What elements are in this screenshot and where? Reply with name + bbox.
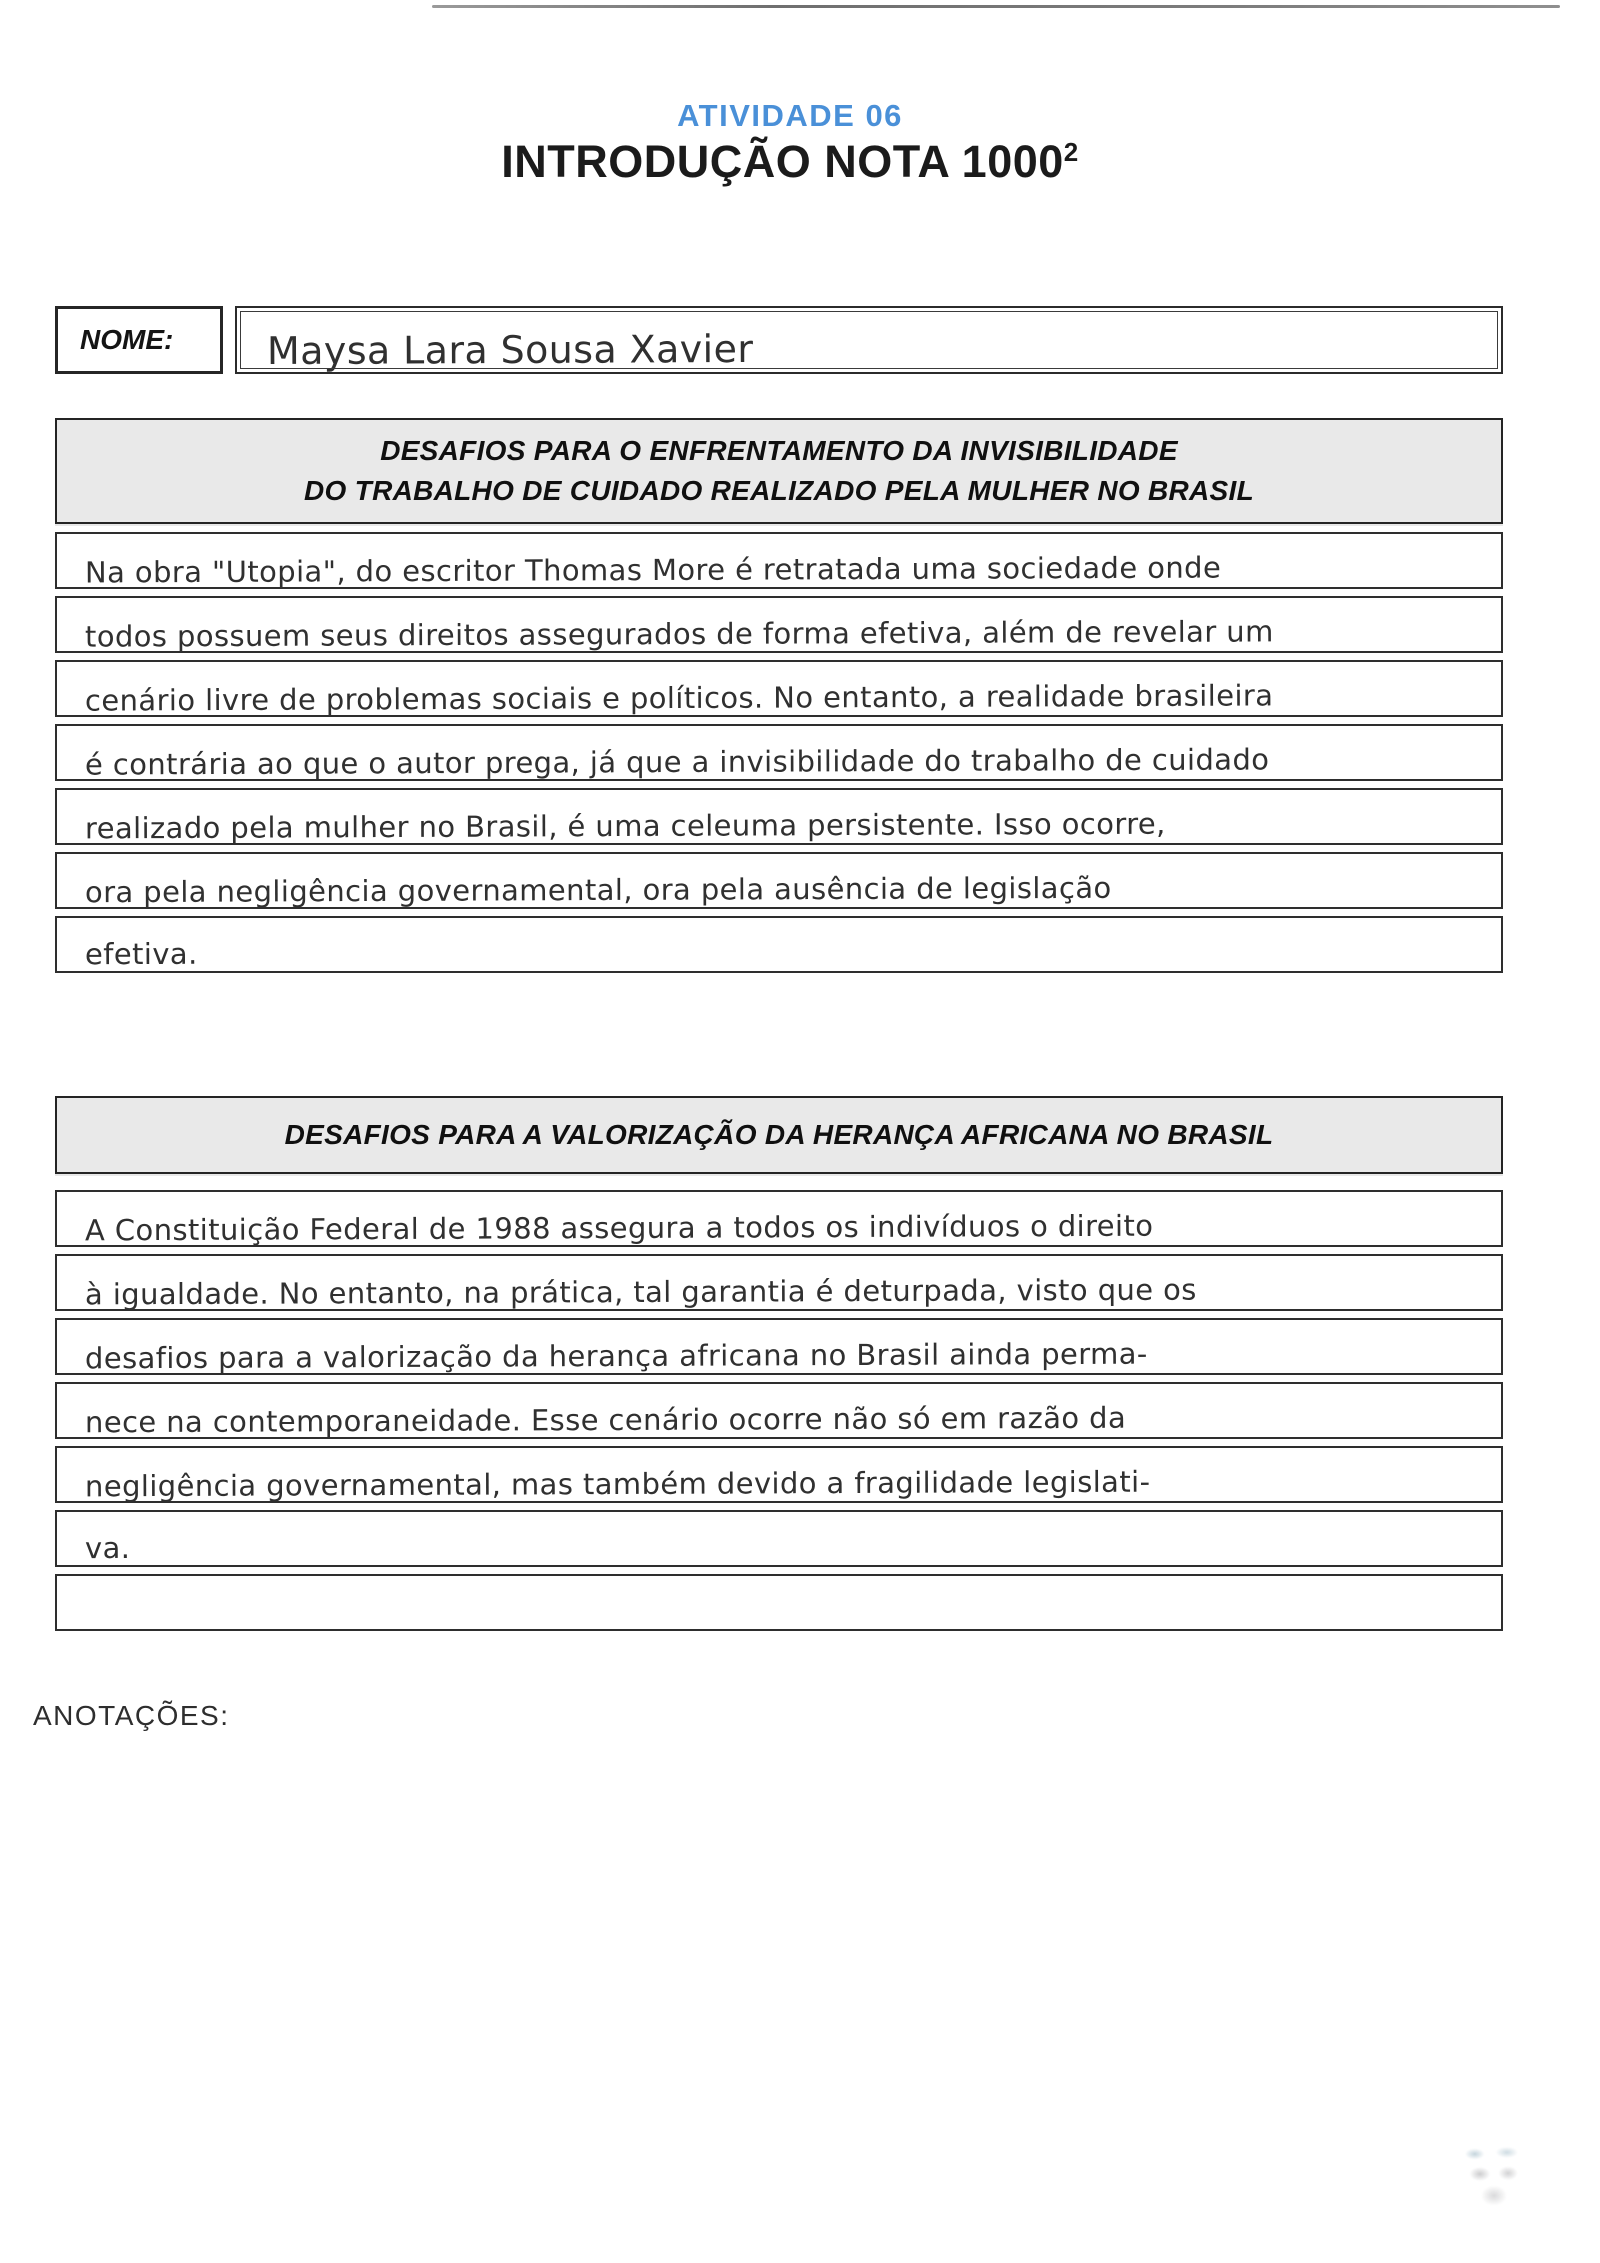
handwritten-text: é contrária ao que o autor prega, já que a invisibilidade do trabalho de cuidado (84, 741, 1270, 782)
writing-line-box (55, 1318, 1503, 1375)
annotations-label: ANOTAÇÕES: (33, 1700, 230, 1731)
writing-line-box (55, 1510, 1503, 1567)
writing-line-box (55, 596, 1503, 653)
section-1-writing-area (55, 532, 1503, 980)
writing-line-box (55, 1190, 1503, 1247)
handwritten-text: desafios para a valorização da herança africana no Brasil ainda perma- (84, 1336, 1148, 1375)
handwritten-text: à igualdade. No entanto, na prática, tal garantia é deturpada, visto que os (84, 1272, 1197, 1311)
page-title-superscript: 2 (1063, 137, 1079, 167)
writing-line-box (55, 532, 1503, 589)
writing-line-box (55, 852, 1503, 909)
writing-line-box (55, 1574, 1503, 1631)
name-field-label-box (55, 306, 223, 374)
handwritten-text: Na obra "Utopia", do escritor Thomas More é retratada uma sociedade onde (84, 550, 1222, 590)
handwritten-text: A Constituição Federal de 1988 assegura a todos os indivíduos o direito (84, 1208, 1154, 1247)
section-2-header-line-1: DESAFIOS PARA A VALORIZAÇÃO DA HERANÇA AFRICANA NO BRASIL (284, 1119, 1274, 1150)
section-1-header-line-1: DESAFIOS PARA O ENFRENTAMENTO DA INVISIBILIDADE (380, 435, 1178, 466)
section-1-header (55, 418, 1503, 524)
writing-line-box (55, 660, 1503, 717)
page-title (0, 136, 1580, 188)
writing-line-box (55, 916, 1503, 973)
writing-line-box (55, 724, 1503, 781)
handwritten-text: nece na contemporaneidade. Esse cenário ocorre não só em razão da (84, 1400, 1127, 1439)
writing-line-box (55, 1382, 1503, 1439)
handwritten-text: cenário livre de problemas sociais e políticos. No entanto, a realidade brasileira (84, 677, 1274, 718)
handwritten-text: va. (84, 1530, 131, 1565)
name-field-input (235, 306, 1503, 374)
writing-line-box (55, 1446, 1503, 1503)
activity-label: ATIVIDADE 06 (677, 98, 903, 133)
name-field-label: NOME: (80, 324, 174, 355)
section-1-header-line-2: DO TRABALHO DE CUIDADO REALIZADO PELA MULHER NO BRASIL (303, 475, 1255, 506)
handwritten-text: efetiva. (84, 936, 198, 971)
writing-line-box (55, 788, 1503, 845)
writing-line-box (55, 1254, 1503, 1311)
handwritten-text: ora pela negligência governamental, ora pela ausência de legislação (84, 870, 1112, 909)
page-title-text: INTRODUÇÃO NOTA 1000 (501, 136, 1064, 187)
section-2-header (55, 1096, 1503, 1174)
section-2-writing-area (55, 1190, 1503, 1638)
scan-edge-line (432, 5, 1560, 8)
name-field-handwritten-value: Maysa Lara Sousa Xavier (266, 326, 754, 374)
handwritten-text: realizado pela mulher no Brasil, é uma celeuma persistente. Isso ocorre, (84, 806, 1166, 845)
handwritten-text: todos possuem seus direitos assegurados de forma efetiva, além de revelar um (84, 613, 1274, 654)
name-field-row (55, 306, 1503, 374)
stamp-mark (1462, 2138, 1526, 2218)
handwritten-text: negligência governamental, mas também devido a fragilidade legislati- (84, 1464, 1151, 1503)
